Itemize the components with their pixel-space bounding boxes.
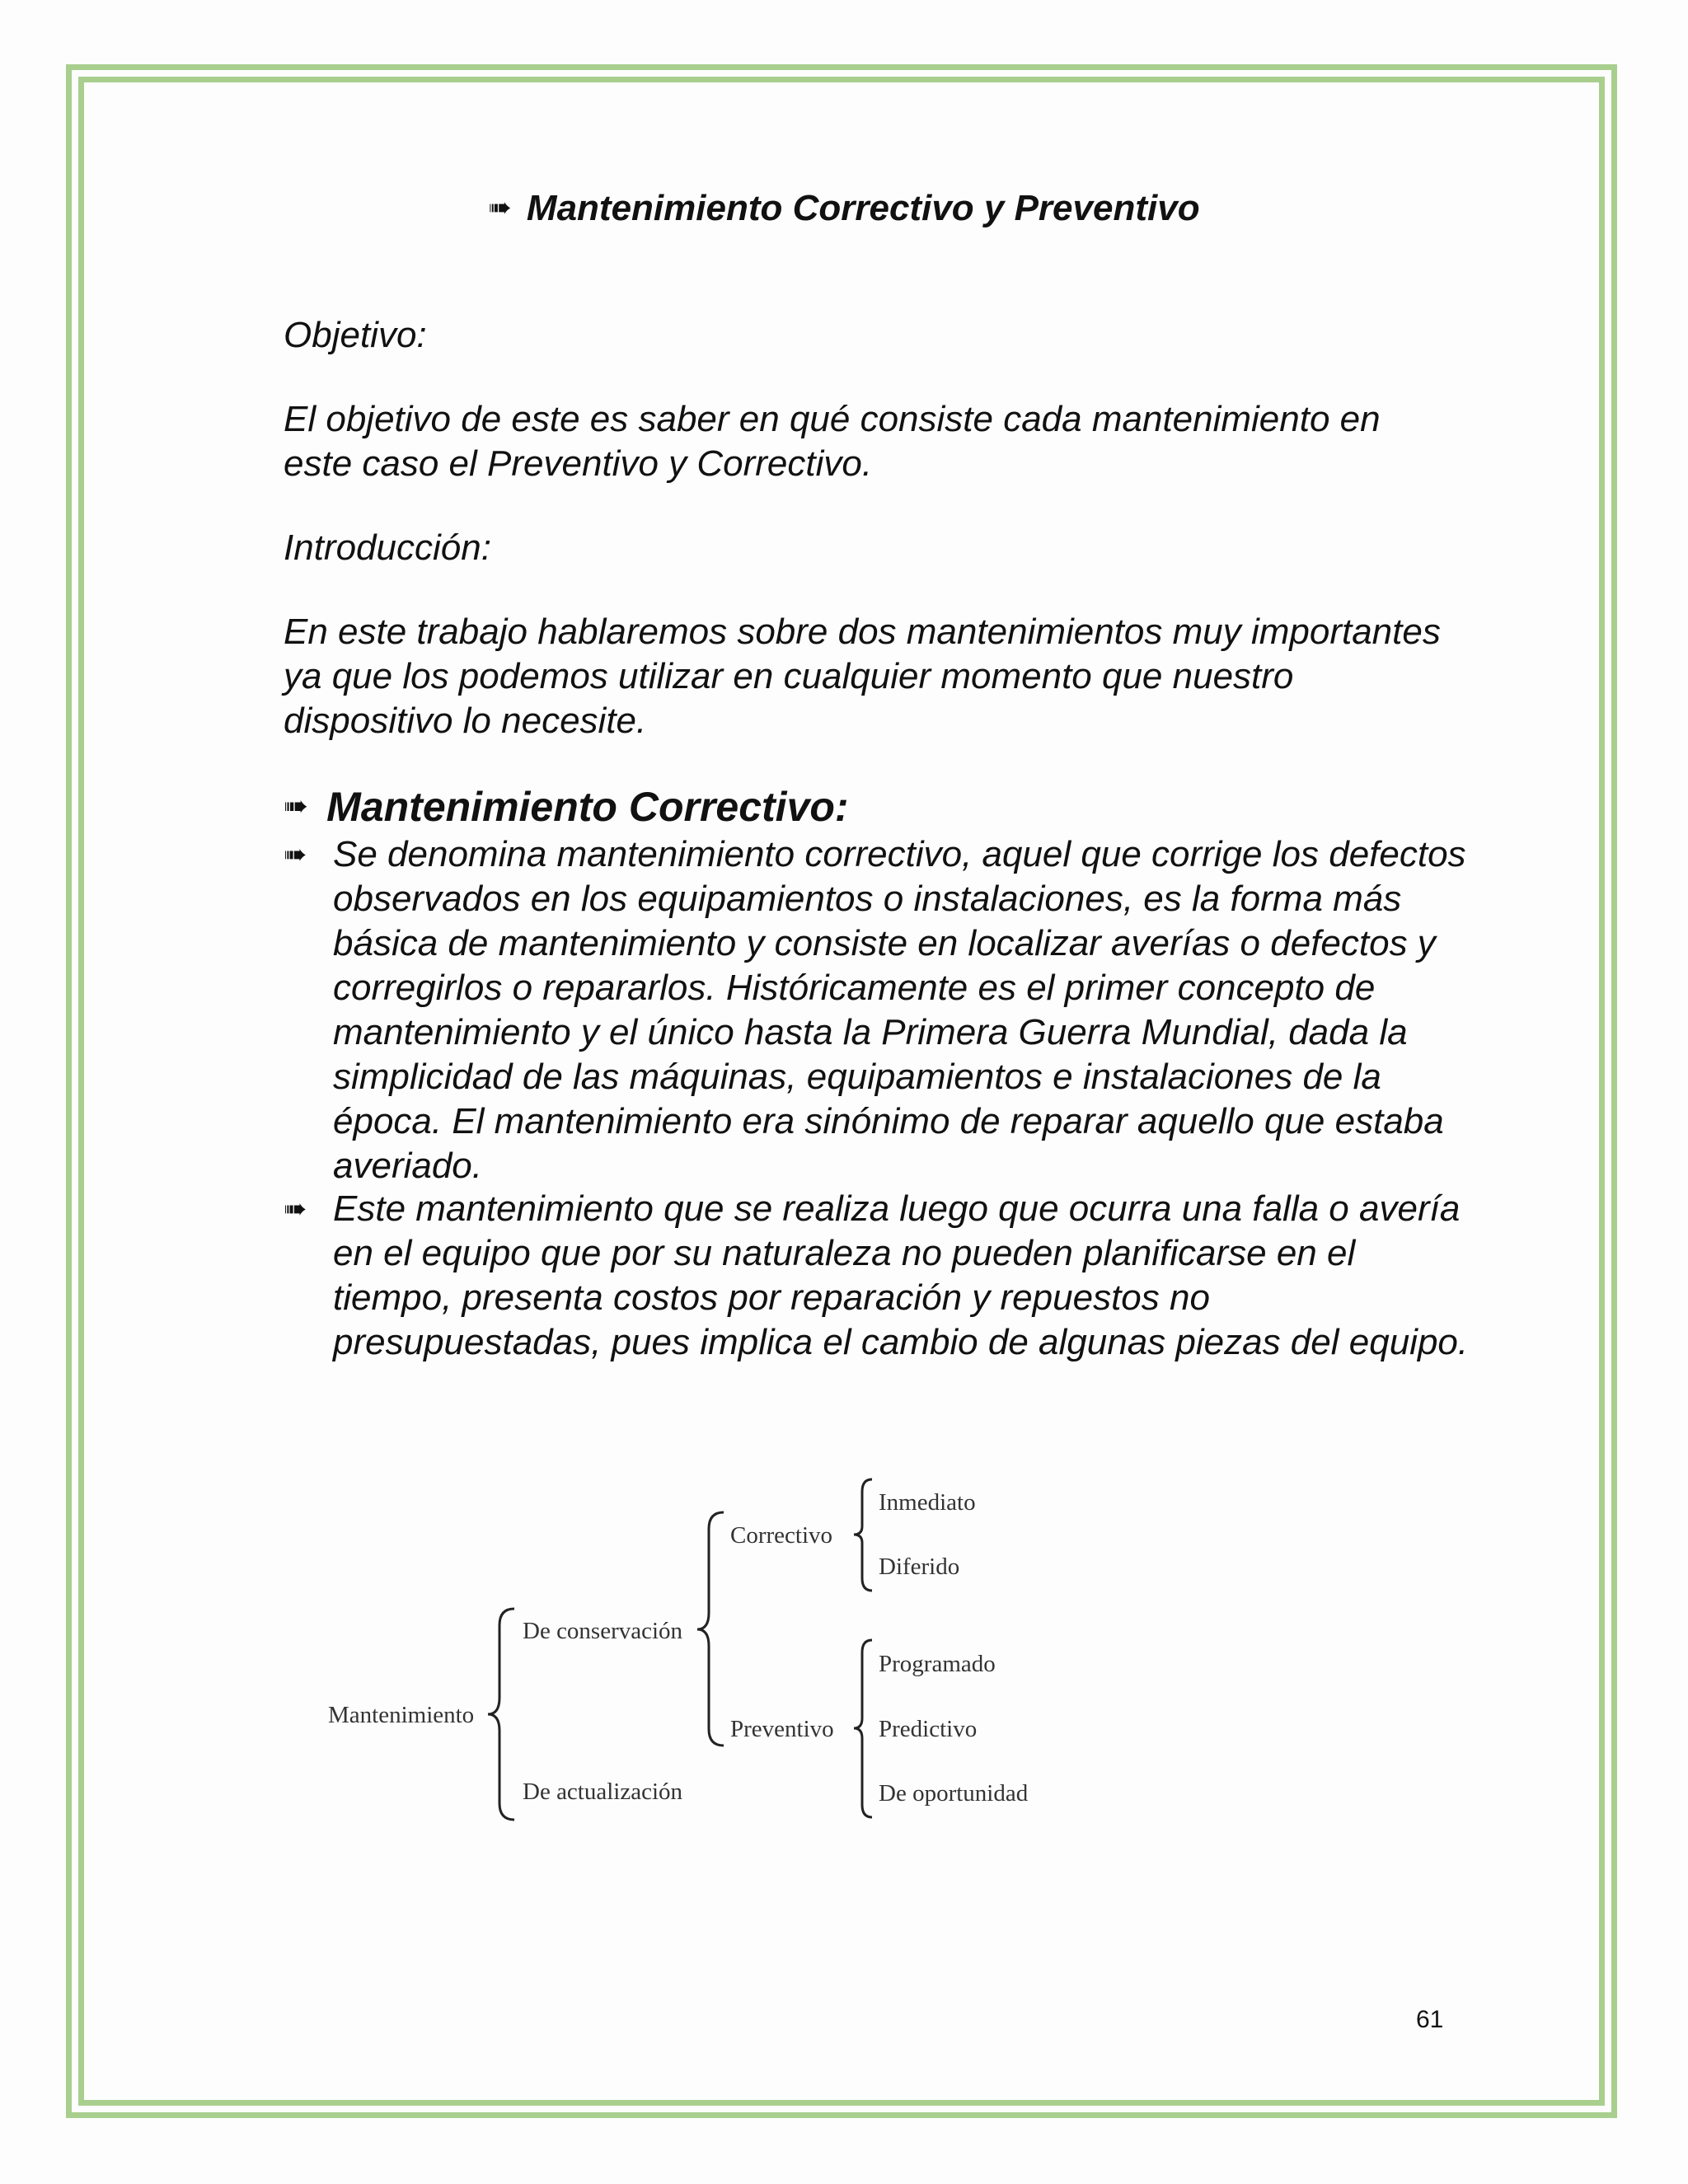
diagram-node: Programado xyxy=(879,1651,996,1677)
page-title-text: Mantenimiento Correctivo y Preventivo xyxy=(526,188,1200,228)
right-arrow-icon: ➠ xyxy=(284,838,307,871)
objective-text: El objetivo de este es saber en qué consiste cada mantenimiento en este caso el Preventivo y Correctivo. xyxy=(284,399,1381,484)
right-arrow-icon: ➠ xyxy=(284,790,309,823)
diagram-node: De actualización xyxy=(523,1779,683,1805)
diagram-node: De oportunidad xyxy=(879,1780,1029,1807)
page-number: 61 xyxy=(1416,2006,1444,2033)
right-arrow-icon: ➠ xyxy=(284,1193,307,1226)
diagram-node: Preventivo xyxy=(730,1716,834,1742)
diagram-node: De conservación xyxy=(523,1618,683,1644)
introduction-text: En este trabajo hablaremos sobre dos mantenimientos muy importantes ya que los podemos utilizar en cualquier momento que nuestro dispositivo lo necesite. xyxy=(284,612,1441,741)
diagram-node: Correctivo xyxy=(730,1522,833,1549)
diagram-root: Mantenimiento xyxy=(328,1702,475,1728)
brace xyxy=(697,1512,724,1746)
right-arrow-icon: ➠ xyxy=(488,191,512,224)
brace xyxy=(854,1479,872,1591)
brace xyxy=(854,1640,872,1817)
introduction-label: Introducción: xyxy=(284,527,491,568)
objective-label: Objetivo: xyxy=(284,315,427,355)
list-item-text: Se denomina mantenimiento correctivo, aquel que corrige los defectos observados en los equipamientos o instalaciones, es la forma más básica de mantenimiento y consiste en localizar averías o defectos y corregirlos o repararlos. Históricamente es el primer concepto de mantenimiento y el único hasta la Primera Guerra Mundial, dada la simplicidad de las máquinas, equipamientos e instalaciones de la época. El mantenimiento era sinónimo de reparar aquello que estaba averiado. xyxy=(333,834,1466,1186)
brace xyxy=(488,1609,514,1820)
diagram-node: Inmediato xyxy=(879,1489,976,1516)
list-item-text: Este mantenimiento que se realiza luego que ocurra una falla o avería en el equipo que por su naturaleza no pueden planificarse en el tiempo, presenta costos por reparación y repuestos no presupuestadas, pues implica el cambio de algunas piezas del equipo. xyxy=(333,1188,1469,1362)
corrective-heading-text: Mantenimiento Correctivo: xyxy=(326,784,849,830)
diagram-node: Predictivo xyxy=(879,1716,978,1742)
diagram-node: Diferido xyxy=(879,1554,960,1580)
